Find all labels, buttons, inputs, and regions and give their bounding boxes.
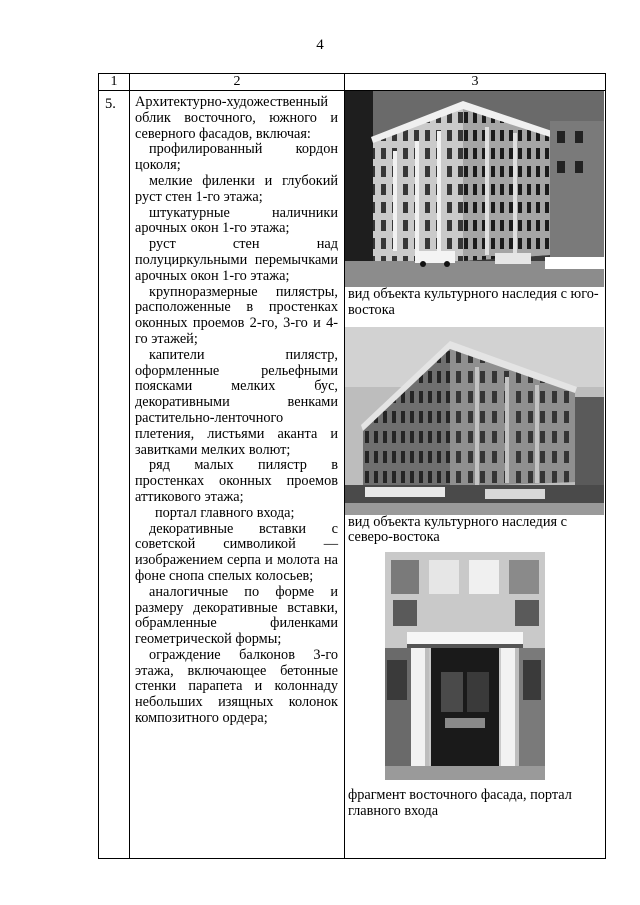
heritage-table — [98, 73, 606, 859]
description-item: декоративные вставки с советской символикой — изображением серпа и молота на фоне снопа спелых колосьев; — [135, 520, 338, 584]
header-col-3: 3 — [345, 74, 606, 91]
header-col-2: 2 — [130, 74, 345, 91]
photo-caption: вид объекта культурного наследия с юго-востока — [348, 286, 599, 318]
building-photo-northeast-icon — [345, 327, 604, 515]
row-number: 5. — [99, 91, 130, 859]
table-row — [99, 91, 606, 859]
description-item: штукатурные наличники арочных окон 1-го этажа; — [135, 204, 338, 237]
description-item: мелкие филенки и глубокий руст стен 1-го этажа; — [135, 172, 338, 205]
description-item: ряд малых пилястр в простенках оконных проемов аттикового этажа; — [135, 457, 338, 505]
description-item: крупноразмерные пилястры, расположенные в простенках оконных проемов 2-го, 3-го и 4-го этажей; — [135, 283, 338, 347]
header-col-1: 1 — [99, 74, 130, 91]
photo-block-3 — [345, 552, 605, 820]
description-item: аналогичные по форме и размеру декоративные вставки, обрамленные филенками геометрической формы; — [135, 583, 338, 648]
photo-caption: фрагмент восточного фасада, портал главного входа — [348, 787, 572, 819]
description-item: ограждение балконов 3-го этажа, включающее бетонные стенки парапета и колоннаду небольших изящных колонок композитного ордера; — [135, 646, 338, 727]
table-header-row — [99, 74, 606, 91]
page-number: 4 — [316, 37, 324, 53]
row-description — [130, 91, 345, 859]
photo-block-1 — [345, 91, 605, 319]
building-photo-southeast-icon — [345, 91, 604, 287]
description-item: профилированный кордон цоколя; — [135, 141, 338, 174]
photo-block-2 — [345, 327, 605, 547]
description-item: Архитектурно-художественный облик восточного, южного и северного фасадов, включая: — [135, 94, 338, 142]
photo-caption: вид объекта культурного наследия с северо-востока — [348, 513, 567, 546]
description-item: руст стен над полуциркульными перемычками арочных окон 1-го этажа; — [135, 236, 338, 284]
description-item: портал главного входа; — [155, 504, 295, 521]
row-images — [345, 91, 606, 859]
portal-photo-icon — [345, 552, 604, 780]
description-item: капители пилястр, оформленные рельефными поясками мелких бус, декоративными венками растительно-ленточного плетения, листьями аканта и завитками мелких волют; — [135, 346, 338, 458]
